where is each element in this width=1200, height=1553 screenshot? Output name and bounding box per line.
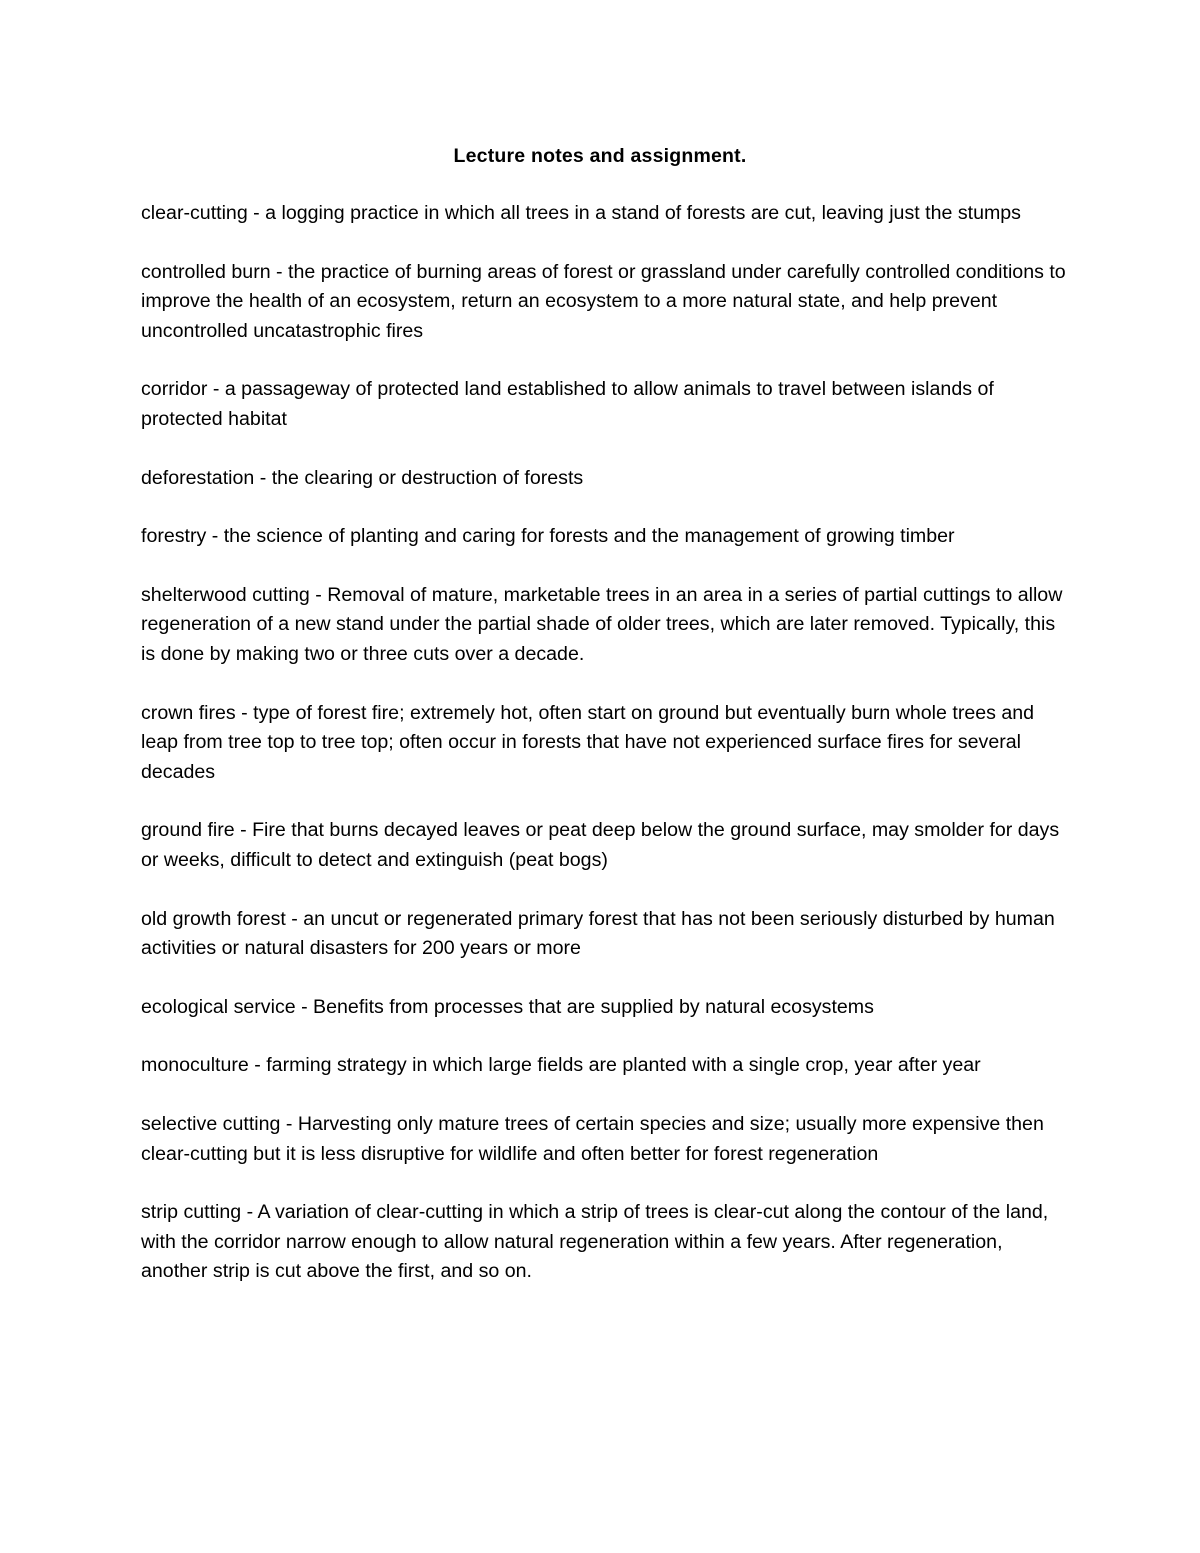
definition-entry-controlled-burn: controlled burn - the practice of burning areas of forest or grassland under carefully controlled conditions to improve the health of an ecosystem, return an ecosystem to a more natural state, and help prevent uncontrolled uncatastrophic fires: [141, 260, 1066, 342]
definition-entry-corridor: corridor - a passageway of protected land established to allow animals to travel between islands of protected habitat: [141, 378, 994, 430]
document-title: Lecture notes and assignment.: [453, 145, 747, 167]
definition-entry-ecological-service: ecological service - Benefits from processes that are supplied by natural ecosystems: [141, 995, 874, 1018]
definition-entry-deforestation: deforestation - the clearing or destruction of forests: [141, 466, 584, 489]
definition-entry-selective-cutting: selective cutting - Harvesting only mature trees of certain species and size; usually more expensive then clear-cutting but it is less disruptive for wildlife and often better for forest regeneration: [141, 1113, 1044, 1165]
definition-entry-ground-fire: ground fire - Fire that burns decayed leaves or peat deep below the ground surface, may smolder for days or weeks, difficult to detect and extinguish (peat bogs): [141, 819, 1060, 871]
definition-list: [141, 199, 1066, 1316]
definition-entry-old-growth-forest: old growth forest - an uncut or regenerated primary forest that has not been seriously disturbed by human activities or natural disasters for 200 years or more: [141, 907, 1055, 959]
definition-entry-clear-cutting: clear-cutting - a logging practice in which all trees in a stand of forests are cut, leaving just the stumps: [141, 202, 1021, 224]
definition-entry-shelterwood-cutting: shelterwood cutting - Removal of mature, marketable trees in an area in a series of partial cuttings to allow regeneration of a new stand under the partial shade of older trees, which are later removed. Typically, this is done by making two or three cuts over a decade.: [141, 583, 1063, 665]
definition-entry-crown-fires: crown fires - type of forest fire; extremely hot, often start on ground but eventually burn whole trees and leap from tree top to tree top; often occur in forests that have not experienced surface fires for several decades: [141, 701, 1035, 783]
definition-entry-forestry: forestry - the science of planting and caring for forests and the management of growing timber: [141, 525, 955, 548]
definition-entry-strip-cutting: strip cutting - A variation of clear-cutting in which a strip of trees is clear-cut along the contour of the land, with the corridor narrow enough to allow natural regeneration within a few years. After regeneration, another strip is cut above the first, and so on.: [141, 1201, 1049, 1283]
definition-entry-monoculture: monoculture - farming strategy in which large fields are planted with a single crop, year after year: [141, 1054, 981, 1077]
